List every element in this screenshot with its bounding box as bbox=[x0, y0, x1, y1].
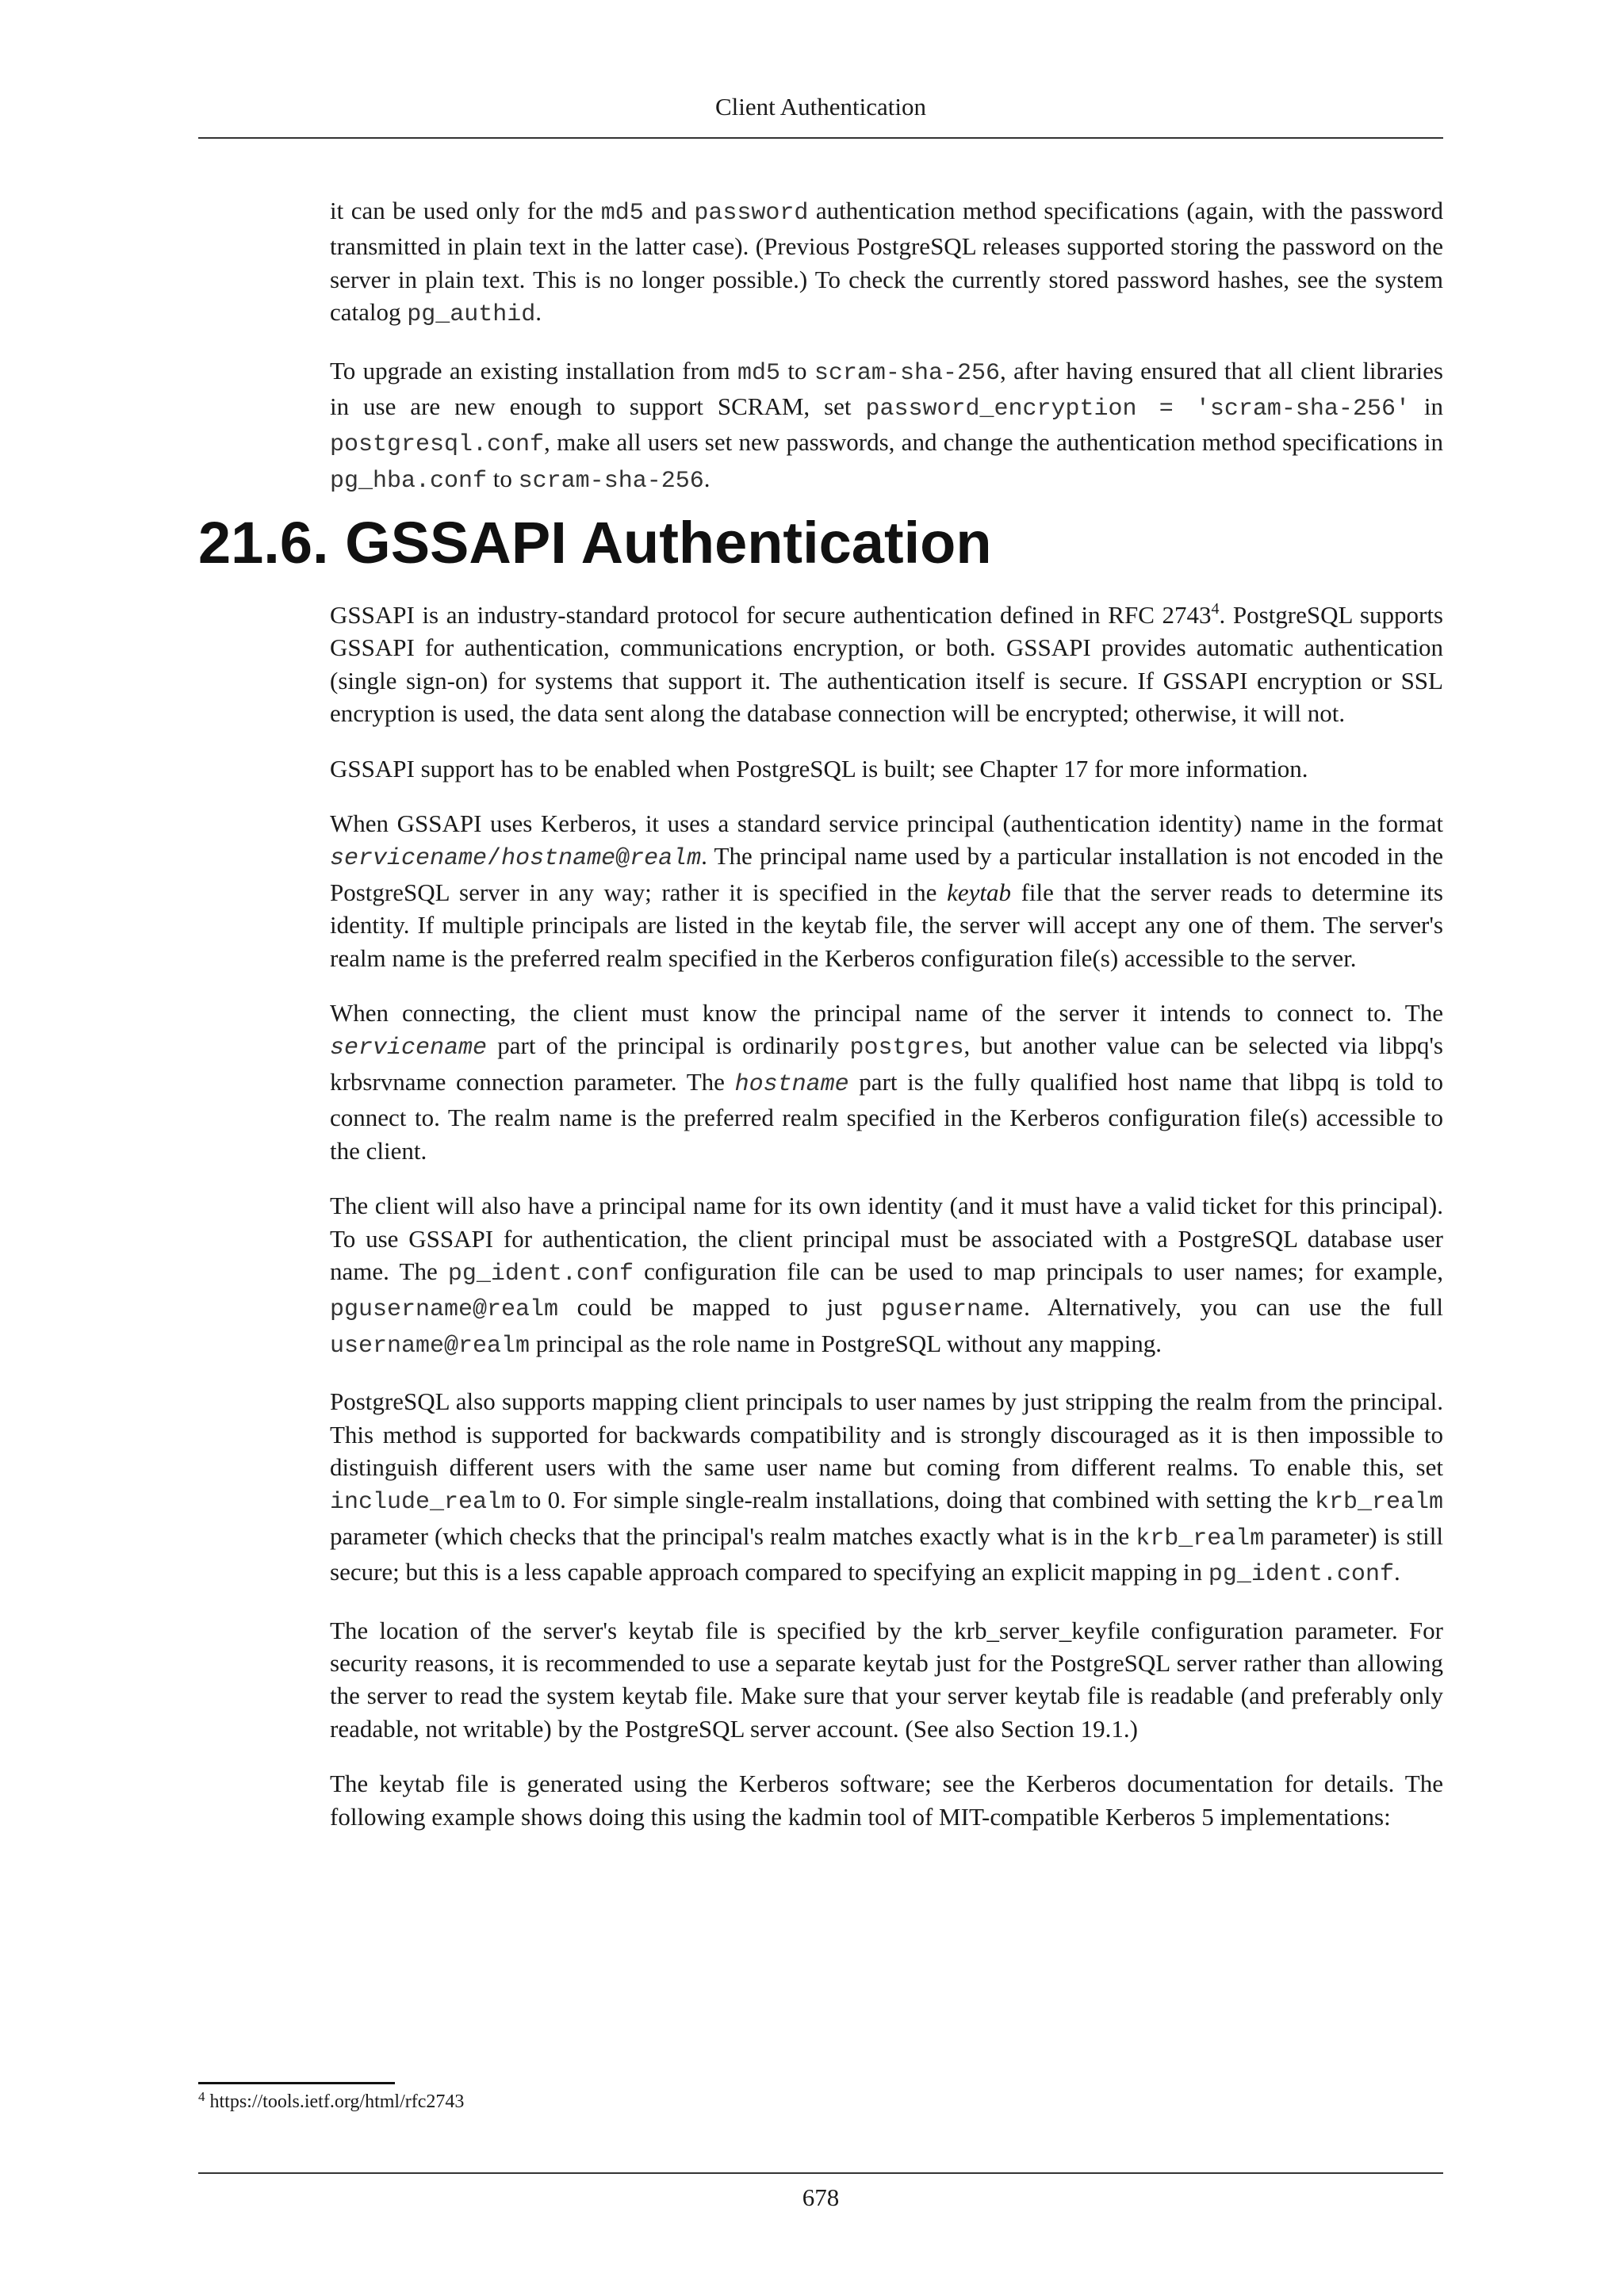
paragraph-kerberos-principal bbox=[330, 807, 1443, 974]
paragraph-gssapi-build bbox=[330, 752, 1443, 785]
inline-code-placeholder: hostname bbox=[501, 845, 616, 873]
paragraph-realm-stripping bbox=[330, 1385, 1443, 1591]
inline-code: password_encryption = 'scram-sha-256' bbox=[865, 396, 1410, 423]
paragraph-keytab-location bbox=[330, 1614, 1443, 1746]
text-run: GSSAPI is an industry-standard protocol for secure authentication defined in RFC 2743 bbox=[330, 601, 1212, 629]
text-run: could be mapped to just bbox=[558, 1293, 882, 1322]
footnote-reference[interactable]: 4 bbox=[1211, 600, 1220, 618]
inline-code: krb_realm bbox=[1136, 1525, 1265, 1552]
inline-code: pg_authid bbox=[407, 301, 536, 329]
text-run: . bbox=[703, 464, 710, 492]
text-run: file that the server reads to determine its identity. If multiple principals are listed in the keytab file, the server will accept any one of them. The server's realm name is the preferred realm specified in the Kerberos configuration file(s) accessible to the server. bbox=[330, 878, 1443, 972]
text-run: part is the fully qualified host name that libpq is told to connect to. The realm name is the preferred realm specified in the Kerberos configuration file(s) accessible to the client. bbox=[330, 1067, 1443, 1165]
text-run: . Alternatively, you can use the full bbox=[1024, 1293, 1443, 1322]
text-run: To upgrade an existing installation from bbox=[330, 356, 737, 385]
text-run: The keytab file is generated using the Kerberos software; see the Kerberos documentation for details. The following example shows doing this using the kadmin tool of MIT-compatible Kerberos 5 implementations: bbox=[330, 1770, 1443, 1831]
text-run: it can be used only for the bbox=[330, 197, 601, 224]
inline-code: @ bbox=[615, 845, 630, 873]
paragraph-upgrade-scram bbox=[330, 354, 1443, 499]
header-divider bbox=[198, 137, 1443, 139]
text-run: to bbox=[487, 464, 519, 492]
page-number: 678 bbox=[802, 2183, 840, 2211]
inline-code: md5 bbox=[737, 359, 780, 387]
text-run: The client will also have a principal name for its own identity (and it must have a valid ticket for this principal). To use GSSAPI for authentication, the client principal must be associated with a PostgreSQL database user name. The bbox=[330, 1192, 1443, 1285]
text-run: authentication method specifications (again, with the password transmitted in plain text in the latter case). (Previous PostgreSQL releases supported storing the password on the server in plain text. This is no longer possible.) To check the currently stored password hashes, see the system catalog bbox=[330, 197, 1443, 327]
inline-code: scram-sha-256 bbox=[814, 359, 1000, 387]
inline-code: password bbox=[694, 200, 809, 227]
inline-code: / bbox=[487, 845, 502, 873]
inline-code-placeholder: realm bbox=[630, 845, 702, 873]
paragraph-gssapi-intro bbox=[330, 599, 1443, 730]
inline-code: pg_hba.conf bbox=[330, 467, 488, 495]
top-paragraph-block bbox=[330, 194, 1443, 498]
text-run: . bbox=[1393, 1558, 1400, 1586]
text-run: , after having ensured that all client libraries in use are new enough to support SCRAM, set bbox=[330, 356, 1443, 421]
inline-code: postgresql.conf bbox=[330, 431, 545, 459]
text-run: GSSAPI support has to be enabled when PostgreSQL is built; see Chapter 17 for more information. bbox=[330, 754, 1308, 783]
text-run: and bbox=[643, 197, 695, 224]
inline-code: pgusername bbox=[881, 1296, 1025, 1324]
text-run: The location of the server's keytab file is specified by the krb_server_keyfile configuration parameter. For security reasons, it is recommended to use a separate keytab just for the PostgreSQL server rather than allowing the server to read the system keytab file. Make sure that your server keytab file is readable (and preferably only readable, not writable) by the PostgreSQL server account. (See also Section 19.1.) bbox=[330, 1616, 1443, 1743]
text-run: configuration file can be used to map principals to user names; for example, bbox=[633, 1257, 1443, 1285]
inline-code: pgusername@realm bbox=[330, 1296, 559, 1324]
text-run: When connecting, the client must know the principal name of the server it intends to connect to. The bbox=[330, 999, 1443, 1027]
text-run: PostgreSQL also supports mapping client principals to user names by just stripping the realm from the principal. This method is supported for backwards compatibility and is strongly discouraged as it is then impossible to distinguish different users with the same user name but coming from different realms. To enable this, set bbox=[330, 1387, 1443, 1481]
paragraph-md5-password bbox=[330, 194, 1443, 332]
inline-code-placeholder: servicename bbox=[330, 845, 488, 873]
text-run: When GSSAPI uses Kerberos, it uses a standard service principal (authentication identity) name in the format bbox=[330, 809, 1443, 838]
paragraph-client-principal bbox=[330, 1189, 1443, 1363]
inline-code: scram-sha-256 bbox=[518, 467, 704, 495]
text-run: in bbox=[1409, 392, 1444, 421]
inline-code: include_realm bbox=[330, 1489, 516, 1517]
inline-code: md5 bbox=[600, 200, 644, 227]
text-run: . The principal name used by a particular installation is not encoded in the PostgreSQL server in any way; rather it is specified in the bbox=[330, 842, 1443, 906]
inline-code: krb_realm bbox=[1314, 1489, 1443, 1517]
text-run: part of the principal is ordinarily bbox=[487, 1031, 850, 1060]
footnote-divider bbox=[198, 2082, 395, 2084]
footnote-link[interactable]: https://tools.ietf.org/html/rfc2743 bbox=[205, 2091, 465, 2112]
text-run: parameter) is still secure; but this is a less capable approach compared to specifying an explicit mapping in bbox=[330, 1521, 1443, 1586]
footer-divider bbox=[198, 2172, 1443, 2174]
inline-code: postgres bbox=[849, 1035, 964, 1062]
inline-code: username@realm bbox=[330, 1332, 530, 1360]
footnote bbox=[198, 2090, 464, 2114]
text-run: , make all users set new passwords, and change the authentication method specifications in bbox=[544, 428, 1443, 457]
inline-code: pg_ident.conf bbox=[1208, 1561, 1394, 1589]
text-run: . bbox=[535, 298, 542, 327]
footnote-marker: 4 bbox=[198, 2089, 205, 2104]
section-title: 21.6. GSSAPI Authentication bbox=[198, 510, 992, 576]
text-run: . PostgreSQL supports GSSAPI for authentication, communications encryption, or both. GSSAPI provides automatic authentication (single sign-on) for systems that support it. The authentication itself is secure. If GSSAPI encryption or SSL encryption is used, the data sent along the database connection will be encrypted; otherwise, it will not. bbox=[330, 601, 1444, 728]
inline-code-placeholder: hostname bbox=[734, 1070, 849, 1098]
section-body bbox=[330, 599, 1443, 1833]
paragraph-client-connecting bbox=[330, 997, 1443, 1167]
text-run: , but another value can be selected via libpq's krbsrvname connection parameter. The bbox=[330, 1031, 1443, 1096]
paragraph-keytab-generation bbox=[330, 1767, 1443, 1833]
text-run: principal as the role name in PostgreSQL without any mapping. bbox=[530, 1329, 1162, 1357]
inline-code: pg_ident.conf bbox=[447, 1260, 634, 1288]
emphasis-term: keytab bbox=[947, 878, 1011, 906]
inline-code-placeholder: servicename bbox=[330, 1035, 488, 1062]
text-run: to 0. For simple single-realm installations, doing that combined with setting the bbox=[515, 1486, 1315, 1514]
text-run: to bbox=[780, 356, 814, 385]
text-run: parameter (which checks that the principal's realm matches exactly what is in the bbox=[330, 1521, 1136, 1550]
running-header: Client Authentication bbox=[714, 93, 927, 121]
